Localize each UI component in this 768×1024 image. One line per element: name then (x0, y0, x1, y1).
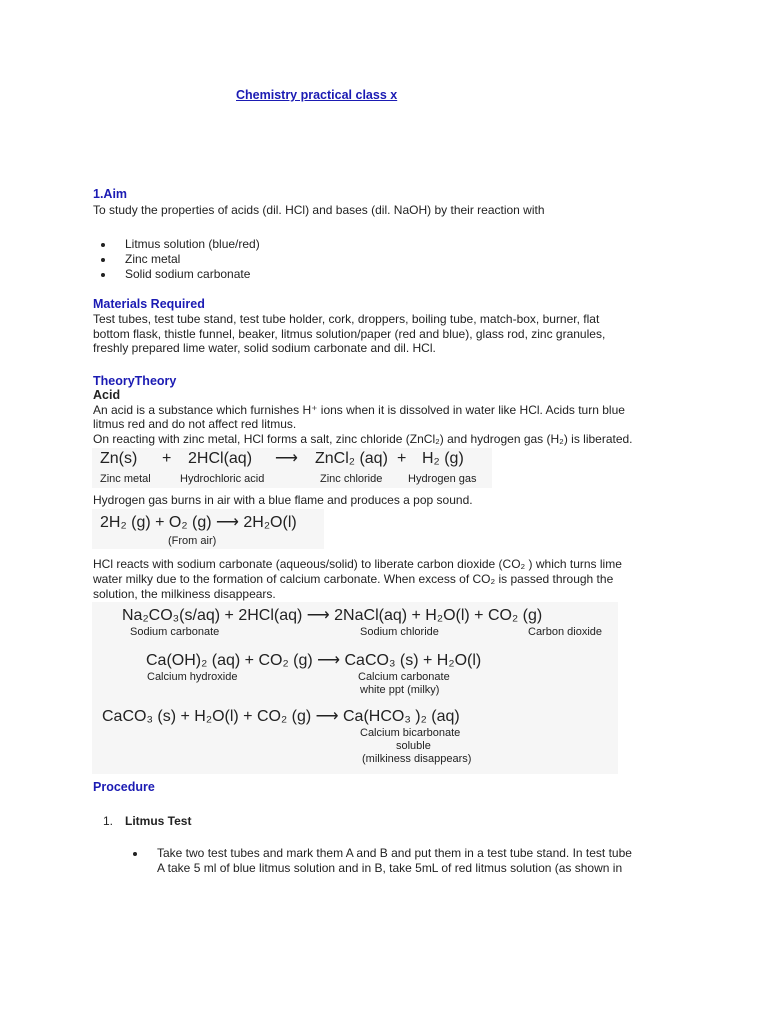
procedure-bullet-line2: A take 5 ml of blue litmus solution and in B, take 5mL of red litmus solution (as shown in (157, 861, 623, 875)
aim-bullet-2: Zinc metal (125, 252, 180, 267)
aim-text: To study the properties of acids (dil. HCl) and bases (dil. NaOH) by their reaction with (93, 203, 545, 217)
aim-bullet-1: Litmus solution (blue/red) (125, 237, 260, 252)
procedure-bullet-line1: Take two test tubes and mark them A and B and put them in a test tube stand. In test tube (157, 846, 632, 860)
theory-p3: Hydrogen gas burns in air with a blue flame and produces a pop sound. (93, 493, 473, 507)
theory-p1-line2: litmus red and do not affect red litmus. (93, 417, 297, 431)
procedure-item-title: Litmus Test (125, 814, 192, 828)
materials-line-2: bottom flask, thistle funnel, beaker, litmus solution/paper (red and blue), glass rod, zinc granules, (93, 327, 606, 341)
equation-carbonate-block: Na₂CO₃(s/aq) + 2HCl(aq) ⟶ 2NaCl(aq) + H₂O(l) + CO₂ (g) Sodium carbonate Sodium chloride Carbon dioxide Ca(OH)₂ (aq) + CO₂ (g) ⟶ CaCO₃ (s) + H₂O(l) Calcium hydroxide Calcium carbonate white ppt (milky) CaCO₃ (s) + H₂O(l) + CO₂ (g) ⟶ Ca(HCO₃ )₂ (aq) Calcium bicarbonate soluble (milkiness disappears) (92, 602, 618, 774)
procedure-heading: Procedure (93, 780, 155, 794)
materials-heading: Materials Required (93, 297, 205, 311)
aim-bullet-3: Solid sodium carbonate (125, 267, 250, 282)
equation-zinc-hcl: Zn(s) + 2HCl(aq) ⟶ ZnCl₂ (aq) + H₂ (g) Zinc metal Hydrochloric acid Zinc chloride Hydrogen gas (92, 448, 492, 488)
materials-line-1: Test tubes, test tube stand, test tube holder, cork, droppers, boiling tube, match-box, burner, flat (93, 312, 600, 326)
procedure-bullet-dot (133, 852, 137, 856)
theory-p4-line1: HCl reacts with sodium carbonate (aqueous/solid) to liberate carbon dioxide (CO₂ ) which turns lime (93, 557, 622, 571)
theory-p2: On reacting with zinc metal, HCl forms a salt, zinc chloride (ZnCl₂) and hydrogen gas (H₂) is liberated. (93, 432, 633, 446)
theory-heading: TheoryTheory (93, 374, 177, 388)
materials-line-3: freshly prepared lime water, solid sodium carbonate and dil. HCl. (93, 341, 436, 355)
page-title[interactable]: Chemistry practical class x (236, 88, 398, 102)
procedure-item-number: 1. (103, 814, 114, 828)
aim-heading: 1.Aim (93, 187, 128, 201)
theory-p4-line2: water milky due to the formation of calcium carbonate. When excess of CO₂ is passed through the (93, 572, 614, 586)
theory-p4-line3: solution, the milkiness disappears. (93, 587, 276, 601)
acid-subheading: Acid (93, 388, 121, 402)
equation-hydrogen-burn: 2H₂ (g) + O₂ (g) ⟶ 2H₂O(l) (From air) (92, 509, 324, 549)
theory-p1-line1: An acid is a substance which furnishes H⁺ ions when it is dissolved in water like HCl. Acids turn blue (93, 403, 625, 417)
